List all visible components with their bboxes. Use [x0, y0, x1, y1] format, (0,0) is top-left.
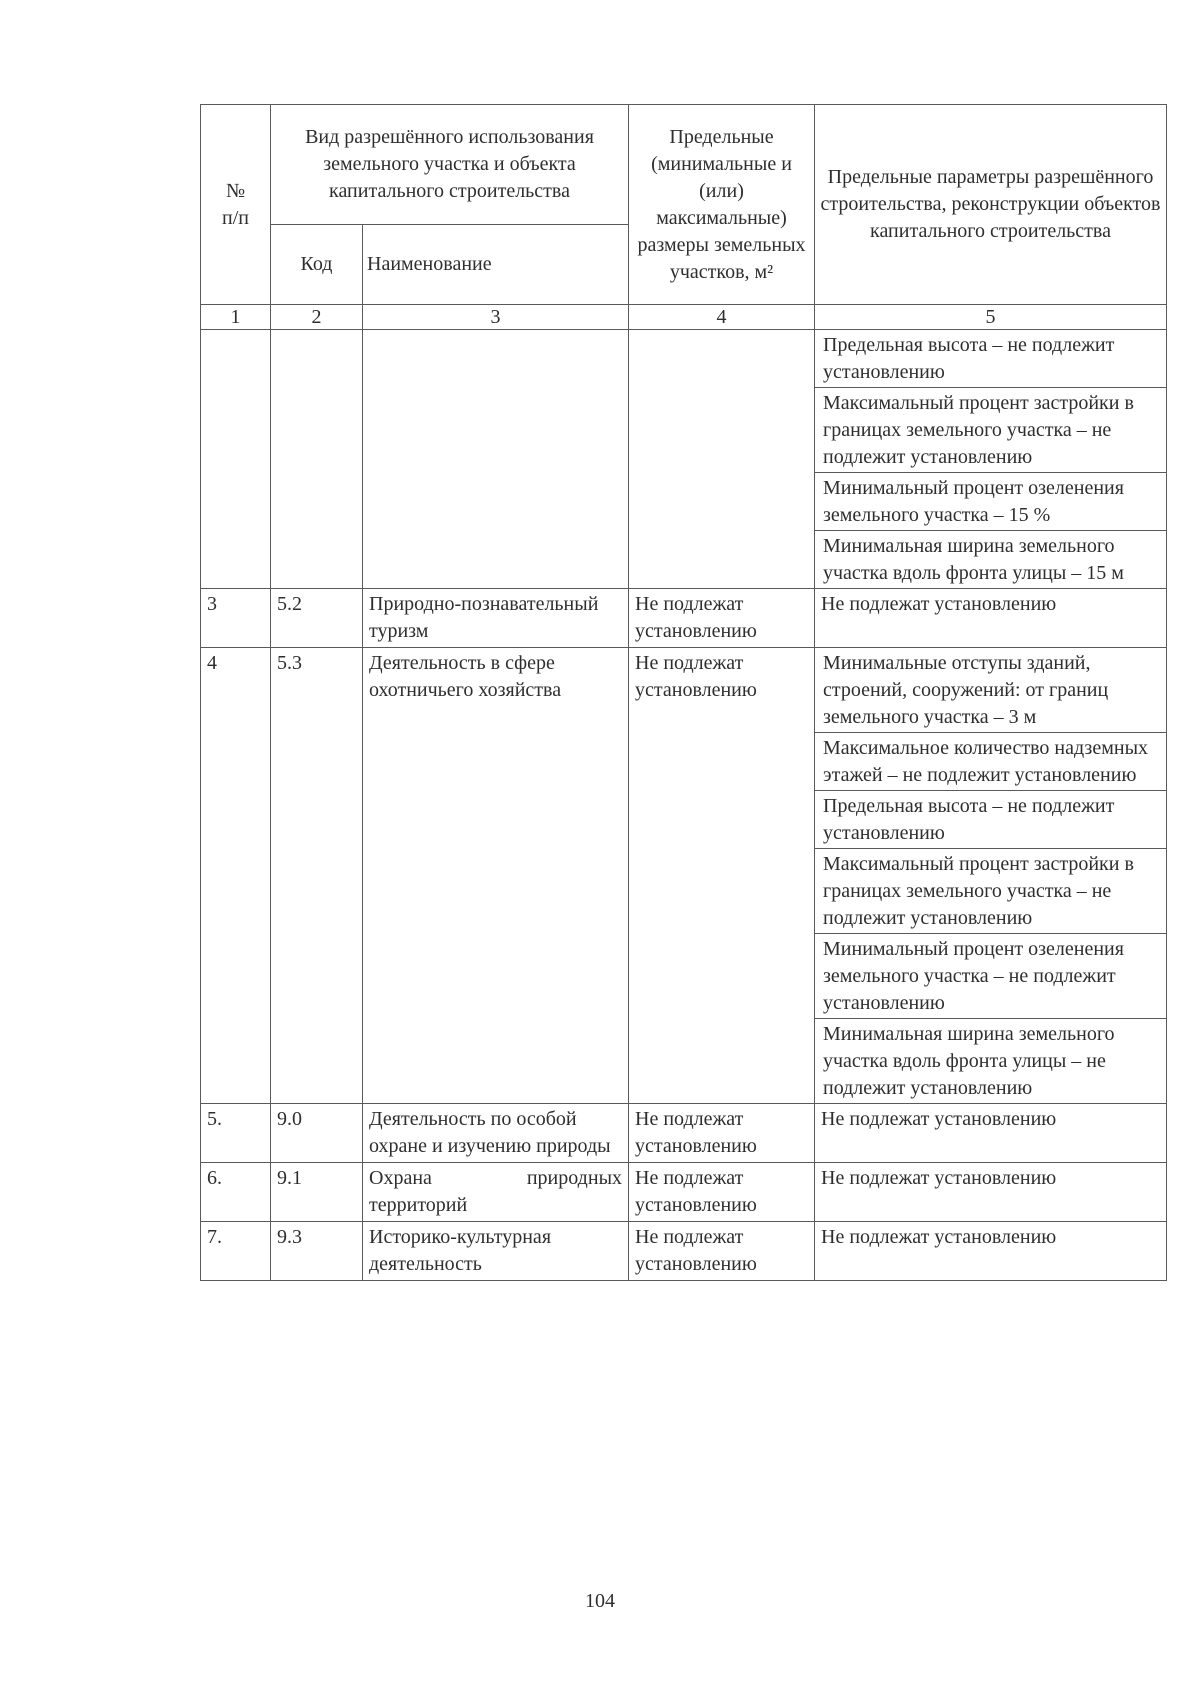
- row-name: Природно-познавательный туризм: [363, 589, 629, 648]
- row-code: 9.0: [271, 1104, 363, 1163]
- param-max-floors: Максимальное количество надземных этажей – не подлежит установлению: [815, 733, 1166, 791]
- header-code: Код: [271, 225, 363, 305]
- param-max-height: Предельная высота – не подлежит установлению: [815, 330, 1166, 388]
- header-construction-params: Предельные параметры разрешённого строительства, реконструкции объектов капитального строительства: [815, 105, 1167, 305]
- column-number: 2: [271, 305, 363, 330]
- row-name: Охрана природных территорий: [363, 1163, 629, 1222]
- row-params: Не подлежат установлению: [815, 589, 1167, 648]
- row-params: Не подлежат установлению: [815, 1104, 1167, 1163]
- header-use-type: Вид разрешённого использования земельного участка и объекта капитального строительства: [271, 105, 629, 225]
- row-number: 3: [201, 589, 271, 648]
- row-plot-size: Не подлежат установлению: [629, 648, 815, 1104]
- row-code: 5.3: [271, 648, 363, 1104]
- column-number: 5: [815, 305, 1167, 330]
- header-name: Наименование: [363, 225, 629, 305]
- column-number: 1: [201, 305, 271, 330]
- row-number: [201, 330, 271, 589]
- param-max-coverage: Максимальный процент застройки в границах земельного участка – не подлежит установлению: [815, 388, 1166, 473]
- land-use-table: [200, 104, 1167, 1281]
- param-max-height: Предельная высота – не подлежит установлению: [815, 791, 1166, 849]
- row-name: Деятельность в сфере охотничьего хозяйства: [363, 648, 629, 1104]
- row-params: Не подлежат установлению: [815, 1222, 1167, 1281]
- param-min-width: Минимальная ширина земельного участка вдоль фронта улицы – 15 м: [823, 535, 1124, 584]
- param-min-greening: Минимальный процент озеленения земельного участка – не подлежит установлению: [815, 934, 1166, 1019]
- row-plot-size: Не подлежат установлению: [629, 1222, 815, 1281]
- table-row: [201, 589, 1167, 648]
- row-plot-size: Не подлежат установлению: [629, 1163, 815, 1222]
- param-min-width: Минимальная ширина земельного участка вдоль фронта улицы – не подлежит установлению: [823, 1023, 1115, 1099]
- header-plot-size: Предельные (минимальные и (или) максимальные) размеры земельных участков, м²: [629, 105, 815, 305]
- row-code: 9.3: [271, 1222, 363, 1281]
- column-number: 3: [363, 305, 629, 330]
- row-params: [815, 330, 1167, 589]
- row-name: Историко-культурная деятельность: [363, 1222, 629, 1281]
- table-row: [201, 1104, 1167, 1163]
- page-number: 104: [585, 1590, 615, 1612]
- table-row: [201, 1163, 1167, 1222]
- table-row: [201, 1222, 1167, 1281]
- row-name: [363, 330, 629, 589]
- row-code: 9.1: [271, 1163, 363, 1222]
- row-name: Деятельность по особой охране и изучению природы: [363, 1104, 629, 1163]
- row-number: 4: [201, 648, 271, 1104]
- row-params: Не подлежат установлению: [815, 1163, 1167, 1222]
- table-header: [201, 105, 1167, 330]
- table-row: [201, 648, 1167, 1104]
- row-number: 6.: [201, 1163, 271, 1222]
- row-code: 5.2: [271, 589, 363, 648]
- row-code: [271, 330, 363, 589]
- table-row-continued: [201, 330, 1167, 589]
- row-params: [815, 648, 1167, 1104]
- row-plot-size: Не подлежат установлению: [629, 1104, 815, 1163]
- row-plot-size: Не подлежат установлению: [629, 589, 815, 648]
- param-min-setbacks: Минимальные отступы зданий, строений, сооружений: от границ земельного участка – 3 м: [815, 648, 1166, 733]
- column-number: 4: [629, 305, 815, 330]
- row-number: 7.: [201, 1222, 271, 1281]
- header-number: № п/п: [201, 105, 271, 305]
- column-number-row: [201, 305, 1167, 330]
- param-min-greening: Минимальный процент озеленения земельного участка – 15 %: [815, 473, 1166, 531]
- param-max-coverage: Максимальный процент застройки в границах земельного участка – не подлежит установлению: [815, 849, 1166, 934]
- row-plot-size: [629, 330, 815, 589]
- row-number: 5.: [201, 1104, 271, 1163]
